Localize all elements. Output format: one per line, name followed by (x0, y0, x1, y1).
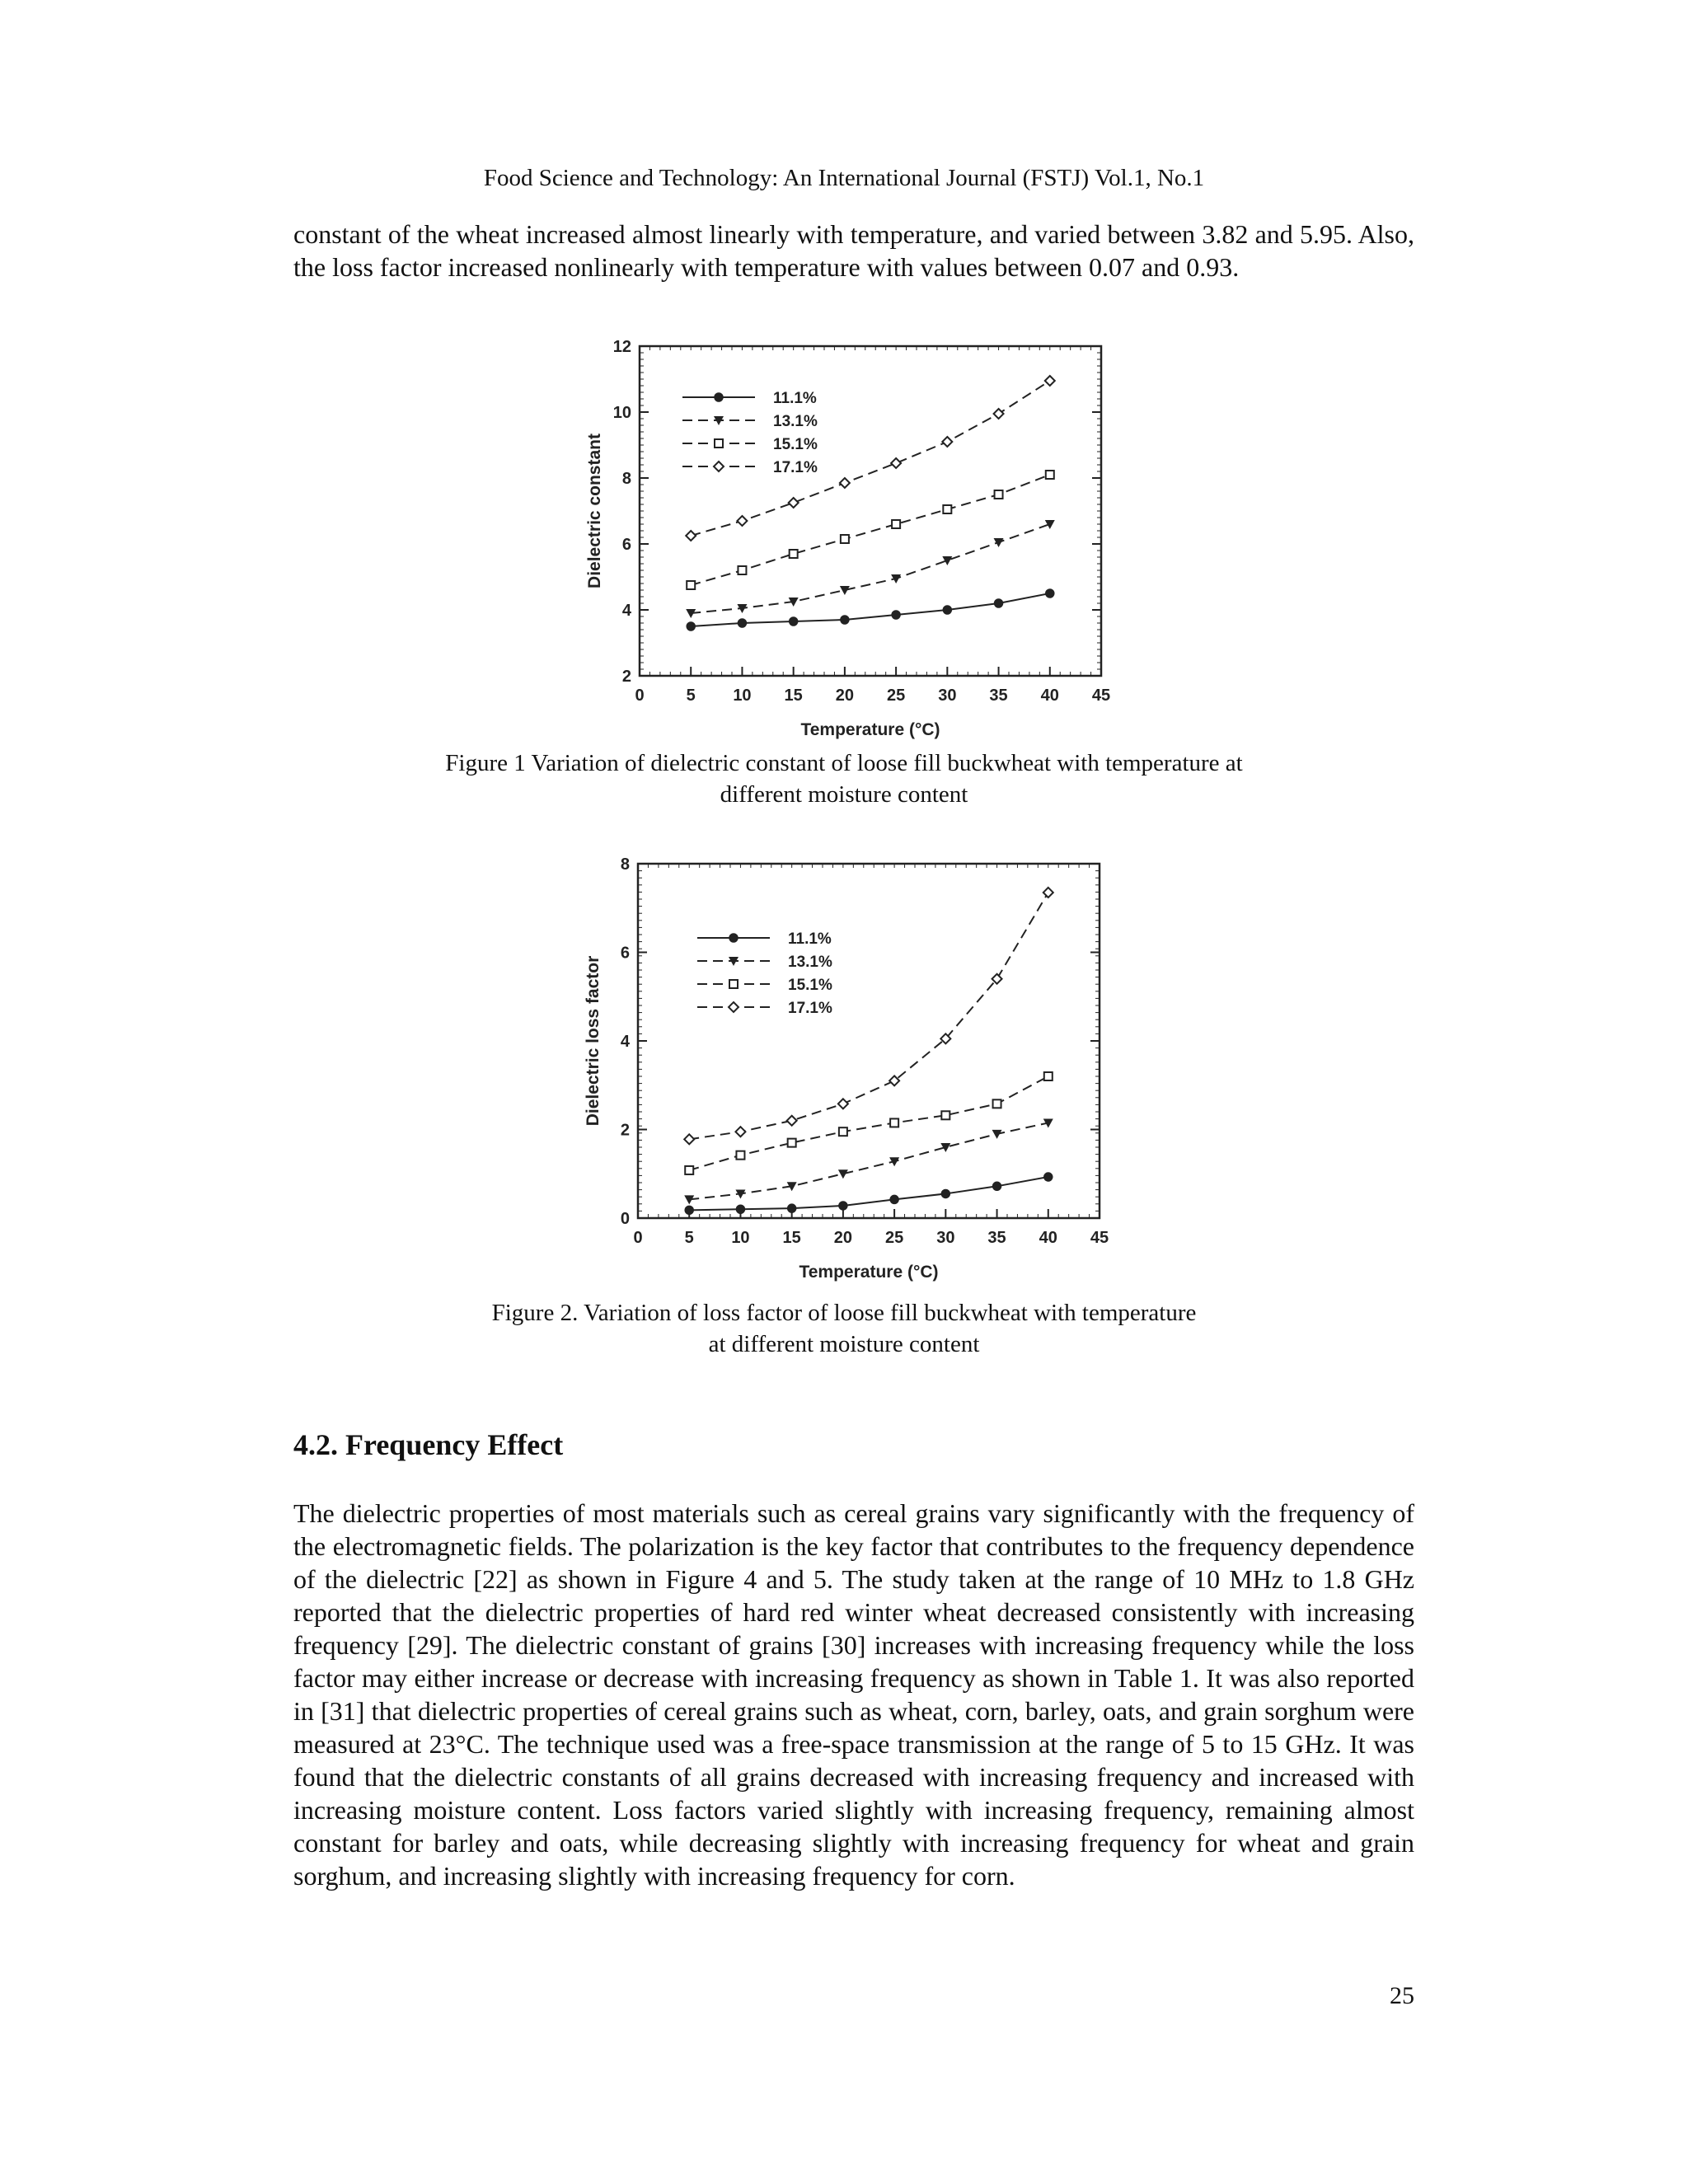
fig1-x-tick-label: 5 (686, 687, 696, 705)
fig2-legend-label-2: 15.1% (788, 977, 832, 994)
figure-1-chart (569, 333, 1129, 737)
figure-1-caption-line-2: different moisture content (720, 781, 968, 808)
fig2-legend-marker-2 (729, 980, 738, 988)
fig1-y-tick-label: 6 (621, 536, 631, 554)
fig2-x-tick-label: 25 (884, 1229, 904, 1247)
fig1-x-tick-label: 40 (1040, 687, 1059, 705)
fig1-legend-label-0: 11.1% (773, 390, 817, 407)
figure-2-caption (308, 1297, 1380, 1360)
fig1-data-point (994, 409, 1004, 419)
fig1-series-2 (687, 471, 1054, 589)
fig1-x-tick-label: 35 (989, 687, 1008, 705)
fig1-data-point (840, 478, 850, 488)
fig2-data-point (736, 1205, 744, 1213)
fig2-data-point (735, 1127, 745, 1137)
intro-paragraph: constant of the wheat increased almost linearly with temperature, and varied between 3.82 and 5.95. Also, the loss factor increased nonlinearly with temperature with values between 0.07 and 0.93. (293, 219, 1414, 282)
fig1-y-tick-label: 8 (621, 470, 631, 488)
fig2-x-tick-label: 40 (1039, 1229, 1057, 1247)
fig1-data-point (943, 606, 951, 614)
fig2-x-tick-label: 5 (684, 1229, 694, 1247)
fig2-x-tick-label: 35 (987, 1229, 1006, 1247)
fig2-data-point (1043, 888, 1053, 898)
fig2-data-point (838, 1099, 848, 1108)
fig2-x-tick-label: 20 (833, 1229, 853, 1247)
fig2-data-point (838, 1169, 848, 1179)
fig1-legend-marker-3 (714, 462, 724, 471)
fig2-x-tick-label: 30 (936, 1229, 955, 1247)
fig2-data-point (992, 1130, 1002, 1139)
fig2-legend-marker-0 (729, 934, 738, 942)
fig2-y-tick-label: 4 (620, 1033, 630, 1051)
fig1-data-point (841, 616, 849, 624)
fig1-data-point (789, 498, 799, 508)
fig1-data-point (892, 611, 900, 619)
fig2-x-tick-label: 10 (731, 1229, 750, 1247)
fig1-y-tick-label: 4 (621, 602, 631, 620)
fig1-data-point (790, 550, 798, 558)
fig1-data-point (891, 458, 901, 468)
running-header: Food Science and Technology: An International Journal (FSTJ) Vol.1, No.1 (483, 165, 1205, 191)
fig2-data-point (788, 1204, 796, 1212)
fig2-y-tick-label: 0 (620, 1210, 630, 1228)
body-paragraph: The dielectric properties of most materials such as cereal grains vary significantly with the frequency of the electromagnetic fields. The polarization is the key factor that contributes to the frequency dependence of the dielectric [22] as shown in Figure 4 and 5. The study taken at the range of 10 MHz to 1.8 GHz reported that the dielectric properties of hard red winter wheat decreased consistently with increasing frequency [29]. The dielectric constant of grains [30] increases with increasing frequency while the loss factor may either increase or decrease with increasing frequency as shown in Table 1. It was also reported in [31] that dielectric properties of cereal grains such as wheat, corn, barley, oats, and grain sorghum were measured at 23°C. The technique used was a free-space transmission at the range of 5 to 15 GHz. It was found that the dielectric constants of all grains decreased with increasing frequency and increased with increasing moisture content. Loss factors varied slightly with increasing frequency, remaining almost constant for barley and oats, while decreasing slightly with increasing frequency for wheat and grain sorghum, and increasing slightly with increasing frequency for corn. (293, 1498, 1414, 1891)
fig2-data-point (993, 1099, 1001, 1108)
fig1-data-point (686, 531, 696, 541)
fig1-data-point (1045, 376, 1055, 386)
fig1-x-tick-label: 15 (784, 687, 803, 705)
fig2-data-point (1044, 1173, 1053, 1181)
fig1-y-tick-label: 10 (612, 404, 631, 422)
fig1-data-point (687, 622, 695, 630)
fig2-y-tick-label: 8 (620, 855, 630, 874)
fig1-data-point (943, 505, 951, 513)
fig2-data-point (941, 1111, 950, 1119)
fig1-x-tick-label: 10 (733, 687, 752, 705)
fig1-data-point (737, 516, 747, 526)
fig2-legend-label-1: 13.1% (788, 954, 832, 971)
fig2-data-point (993, 1182, 1001, 1190)
fig2-legend-marker-3 (729, 1002, 738, 1012)
fig2-data-point (839, 1202, 847, 1210)
fig1-series-3 (686, 376, 1055, 541)
fig1-y-axis-label: Dielectric constant (585, 434, 604, 588)
fig2-y-axis-label: Dielectric loss factor (584, 955, 603, 1127)
fig1-data-point (1046, 589, 1054, 598)
fig1-legend-label-1: 13.1% (773, 413, 818, 430)
fig1-data-point (1046, 471, 1054, 479)
figure-2-caption-line-1: Figure 2. Variation of loss factor of loose fill buckwheat with temperature (491, 1300, 1197, 1326)
section-heading: 4.2. Frequency Effect (293, 1428, 564, 1461)
figure-1-caption-line-1: Figure 1 Variation of dielectric constant of loose fill buckwheat with temperature at (445, 750, 1243, 776)
fig1-legend-label-3: 17.1% (773, 459, 818, 476)
figure-1-caption (308, 748, 1380, 810)
fig2-legend-label-0: 11.1% (788, 930, 832, 948)
fig2-x-tick-label: 15 (782, 1229, 801, 1247)
fig1-series-line-3 (691, 381, 1050, 536)
fig2-data-point (890, 1118, 898, 1127)
fig1-data-point (995, 599, 1003, 607)
fig1-x-tick-label: 45 (1091, 687, 1111, 705)
fig1-data-point (942, 437, 952, 447)
fig2-data-point (788, 1139, 796, 1147)
fig2-data-point (941, 1189, 950, 1197)
fig1-x-tick-label: 0 (635, 687, 645, 705)
page-number: 25 (1390, 1982, 1414, 2009)
figure-2-chart (569, 847, 1129, 1292)
fig1-x-tick-label: 30 (938, 687, 957, 705)
fig1-legend-marker-0 (715, 393, 723, 401)
fig1-data-point (995, 490, 1003, 499)
fig2-data-point (787, 1116, 797, 1126)
fig2-legend-label-3: 17.1% (788, 1000, 832, 1017)
fig2-data-point (736, 1151, 744, 1160)
fig2-data-point (992, 974, 1002, 984)
fig1-y-tick-label: 2 (621, 668, 631, 686)
fig2-data-point (1044, 1072, 1053, 1080)
fig2-data-point (685, 1166, 693, 1174)
fig2-data-point (890, 1195, 898, 1203)
fig2-y-tick-label: 6 (620, 944, 630, 963)
fig1-data-point (738, 619, 746, 627)
fig2-y-tick-label: 2 (620, 1121, 630, 1140)
fig2-data-point (839, 1127, 847, 1136)
fig2-series-2 (685, 1072, 1053, 1174)
fig1-data-point (840, 586, 850, 595)
fig1-data-point (738, 566, 746, 574)
fig1-x-tick-label: 25 (886, 687, 906, 705)
fig2-data-point (684, 1134, 694, 1144)
fig1-plot-frame (640, 346, 1101, 676)
fig1-data-point (841, 535, 849, 543)
fig1-data-point (892, 520, 900, 528)
fig1-legend-marker-2 (715, 439, 723, 448)
fig1-data-point (790, 617, 798, 626)
fig2-x-axis-label: Temperature (°C) (799, 1263, 939, 1282)
fig2-x-tick-label: 0 (633, 1229, 643, 1247)
figure-2-caption-line-2: at different moisture content (708, 1331, 980, 1357)
fig1-x-tick-label: 20 (835, 687, 855, 705)
fig2-data-point (685, 1206, 693, 1214)
fig1-y-tick-label: 12 (612, 338, 631, 356)
fig2-x-tick-label: 45 (1090, 1229, 1109, 1247)
fig1-data-point (687, 581, 695, 589)
fig1-legend-label-2: 15.1% (773, 436, 818, 453)
fig1-x-axis-label: Temperature (°C) (800, 720, 940, 739)
